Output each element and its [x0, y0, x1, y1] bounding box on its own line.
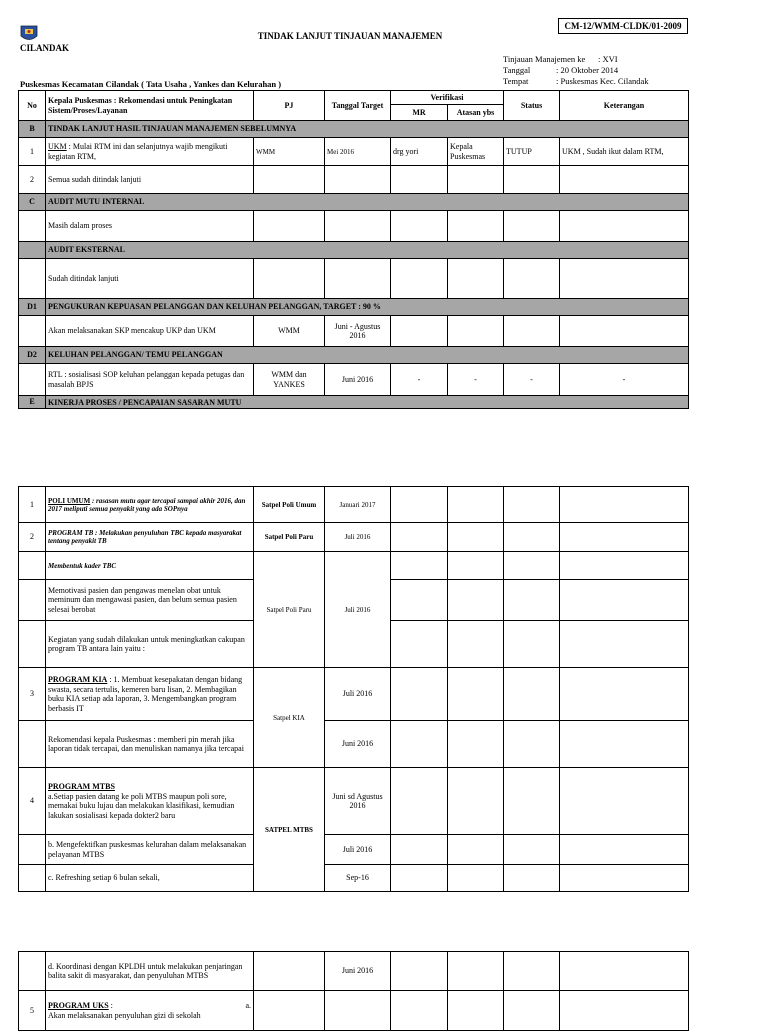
- poli-umum-label: POLI UMUM: [48, 496, 91, 505]
- section-code: D1: [19, 299, 46, 316]
- poli-umum-text: : rasasan mutu agar tercapai sampai akhir 2016, dan 2017 meliputi semua penyakit yang ada SOPnya: [48, 496, 246, 513]
- organization-logo: [18, 24, 40, 44]
- section-code: C: [19, 194, 46, 211]
- row-pj: WMM: [254, 138, 325, 166]
- section-d1: [19, 299, 689, 316]
- row-atasan: -: [448, 364, 504, 396]
- table-row: [19, 487, 689, 523]
- section-title: TINDAK LANJUT HASIL TINJAUAN MANAJEMEN SEBELUMNYA: [46, 121, 689, 138]
- section-title: KINERJA PROSES / PENCAPAIAN SASARAN MUTU: [46, 396, 689, 409]
- row-recommendation: Semua sudah ditindak lanjuti: [46, 166, 254, 194]
- row-pj: WMM dan YANKES: [254, 364, 325, 396]
- row-recommendation: c. Refreshing setiap 6 bulan sekali,: [46, 865, 254, 892]
- section-c: [19, 194, 689, 211]
- row-no: 2: [19, 523, 46, 552]
- program-uks-label: PROGRAM UKS: [48, 1001, 109, 1010]
- ukm-text: : Mulai RTM ini dan selanjutnya wajib mengikuti kegiatan RTM,: [48, 142, 228, 161]
- table-row: [19, 552, 689, 580]
- program-uks-item-a: a.: [245, 1001, 251, 1010]
- table-row: [19, 668, 689, 721]
- section-title: AUDIT MUTU INTERNAL: [46, 194, 689, 211]
- place-label: Tempat: [503, 76, 529, 86]
- row-target: Juni 2016: [325, 364, 391, 396]
- table-row: [19, 523, 689, 552]
- row-pj: WMM: [254, 316, 325, 347]
- program-mtbs-text: a.Setiap pasien datang ke poli MTBS maupun poli sore, memakai buku lujau dan melakukan klasifikasi, kemudian lakukan sosialisasi kepada dokter2 baru: [48, 791, 235, 820]
- subtitle: Puskesmas Kecamatan Cilandak ( Tata Usaha , Yankes dan Kelurahan ): [20, 79, 282, 89]
- section-title: KELUHAN PELANGGAN/ TEMU PELANGGAN: [46, 347, 689, 364]
- organization-name: CILANDAK: [20, 43, 70, 53]
- section-code: D2: [19, 347, 46, 364]
- row-target: Juni 2016: [325, 721, 391, 768]
- row-no: 2: [19, 166, 46, 194]
- row-no: 1: [19, 487, 46, 523]
- row-recommendation: [46, 991, 254, 1031]
- row-target: Sep-16: [325, 865, 391, 892]
- row-no: 3: [19, 668, 46, 721]
- section-title: PENGUKURAN KEPUASAN PELANGGAN DAN KELUHAN PELANGGAN, TARGET : 90 %: [46, 299, 689, 316]
- row-no: 1: [19, 138, 46, 166]
- table-row: [19, 166, 689, 194]
- meta-review-value: : XVI: [598, 54, 618, 64]
- row-target: Juli 2016: [325, 552, 391, 668]
- section-title: AUDIT EKSTERNAL: [46, 242, 689, 259]
- section-code: E: [19, 396, 46, 409]
- header-pj: PJ: [254, 91, 325, 121]
- row-recommendation: PROGRAM TB : Melakukan penyuluhan TBC kepada masyarakat tentang penyakit TB: [46, 523, 254, 552]
- row-recommendation: [46, 138, 254, 166]
- row-recommendation: [46, 487, 254, 523]
- program-uks-colon: :: [108, 1001, 113, 1010]
- section-e: [19, 396, 689, 409]
- meta-date-value: : 20 Oktober 2014: [556, 65, 619, 75]
- row-pj: Satpel Poli Paru: [254, 523, 325, 552]
- row-pj: Satpel KIA: [254, 668, 325, 768]
- table-row: [19, 316, 689, 347]
- row-status: -: [504, 364, 560, 396]
- header-mr: MR: [391, 105, 448, 121]
- row-target: Juli 2016: [325, 668, 391, 721]
- table-row: [19, 211, 689, 242]
- row-target: Juli 2016: [325, 523, 391, 552]
- row-target: Juli 2016: [325, 835, 391, 865]
- row-status: TUTUP: [504, 138, 560, 166]
- row-pj: Satpel Poli Paru: [254, 552, 325, 668]
- row-recommendation: Kegiatan yang sudah dilakukan untuk meningkatkan cakupan program TB antara lain yaitu :: [46, 621, 254, 668]
- document-title: TINDAK LANJUT TINJAUAN MANAJEMEN: [257, 31, 443, 41]
- section-b: [19, 121, 689, 138]
- table-row: [19, 991, 689, 1031]
- row-target: Juni - Agustus 2016: [325, 316, 391, 347]
- row-recommendation: Memotivasi pasien dan pengawas menelan obat untuk meminum dan mengawasi pasien, dan belum semua pasien selesai berobat: [46, 580, 254, 621]
- meta-place-value: : Puskesmas Kec. Cilandak: [556, 76, 649, 86]
- table-row: [19, 768, 689, 835]
- table-row: [19, 865, 689, 892]
- table-row: [19, 259, 689, 299]
- program-mtbs-label: PROGRAM MTBS: [48, 782, 115, 791]
- row-no: 4: [19, 768, 46, 835]
- table-row: [19, 721, 689, 768]
- row-pj: SATPEL MTBS: [254, 768, 325, 892]
- date-label: Tanggal: [503, 65, 531, 75]
- section-code: B: [19, 121, 46, 138]
- row-target: Juni 2016: [325, 952, 391, 991]
- header-target-date: Tanggal Target: [325, 91, 391, 121]
- program-kia-label: PROGRAM KIA: [48, 675, 108, 684]
- row-notes: -: [560, 364, 689, 396]
- header-notes: Keterangan: [560, 91, 689, 121]
- header-verification: Verifikasi: [391, 91, 504, 105]
- row-recommendation: Rekomendasi kepala Puskesmas : memberi pin merah jika laporan tidak tercapai, dan menuliskan namanya jika tercapai: [46, 721, 254, 768]
- table-row: [19, 138, 689, 166]
- main-table: [18, 90, 689, 409]
- table-row: [19, 835, 689, 865]
- row-recommendation: Akan melaksanakan SKP mencakup UKP dan UKM: [46, 316, 254, 347]
- review-label: Tinjauan Manajemen ke: [503, 54, 586, 64]
- row-pj: Satpel Poli Umum: [254, 487, 325, 523]
- row-recommendation: Sudah ditindak lanjuti: [46, 259, 254, 299]
- program-uks-text: Akan melaksanakan penyuluhan gizi di sekolah: [48, 1010, 201, 1020]
- row-recommendation: [46, 668, 254, 721]
- row-notes: UKM , Sudah ikut dalam RTM,: [560, 138, 689, 166]
- ukm-label: UKM: [48, 142, 67, 151]
- document-code: CM-12/WMM-CLDK/01-2009: [558, 18, 688, 34]
- row-recommendation: [46, 768, 254, 835]
- header-no: No: [19, 91, 46, 121]
- continuation-table: [18, 951, 689, 1031]
- section-external-audit: [19, 242, 689, 259]
- performance-table: [18, 486, 689, 892]
- header-atasan: Atasan ybs: [448, 105, 504, 121]
- row-recommendation: Masih dalam proses: [46, 211, 254, 242]
- row-target: Januari 2017: [325, 487, 391, 523]
- section-d2: [19, 347, 689, 364]
- header-recommendation: Kepala Puskesmas : Rekomendasi untuk Peningkatan Sistem/Proses/Layanan: [46, 91, 254, 121]
- row-target: Juni sd Agustus 2016: [325, 768, 391, 835]
- table-row: [19, 952, 689, 991]
- row-recommendation: Membentuk kader TBC: [46, 552, 254, 580]
- row-recommendation: RTL : sosialisasi SOP keluhan pelanggan kepada petugas dan masalah BPJS: [46, 364, 254, 396]
- table-row: [19, 364, 689, 396]
- row-no: 5: [19, 991, 46, 1031]
- row-mr: -: [391, 364, 448, 396]
- header-status: Status: [504, 91, 560, 121]
- row-mr: drg yori: [391, 138, 448, 166]
- row-recommendation: b. Mengefektifkan puskesmas kelurahan dalam melaksanakan pelayanan MTBS: [46, 835, 254, 865]
- row-recommendation: d. Koordinasi dengan KPLDH untuk melakukan penjaringan balita sakit di masyarakat, dan penyuluhan MTBS: [46, 952, 254, 991]
- row-target: Mei 2016: [325, 138, 391, 166]
- row-atasan: Kepala Puskesmas: [448, 138, 504, 166]
- program-kia-text: : 1. Membuat kesepakatan dengan bidang swasta, secara tertulis, kemeren baru lisan, 2. Membagikan buku KIA setiap ada laporan, 3. Mengembangkan program berbasis IT: [48, 675, 243, 713]
